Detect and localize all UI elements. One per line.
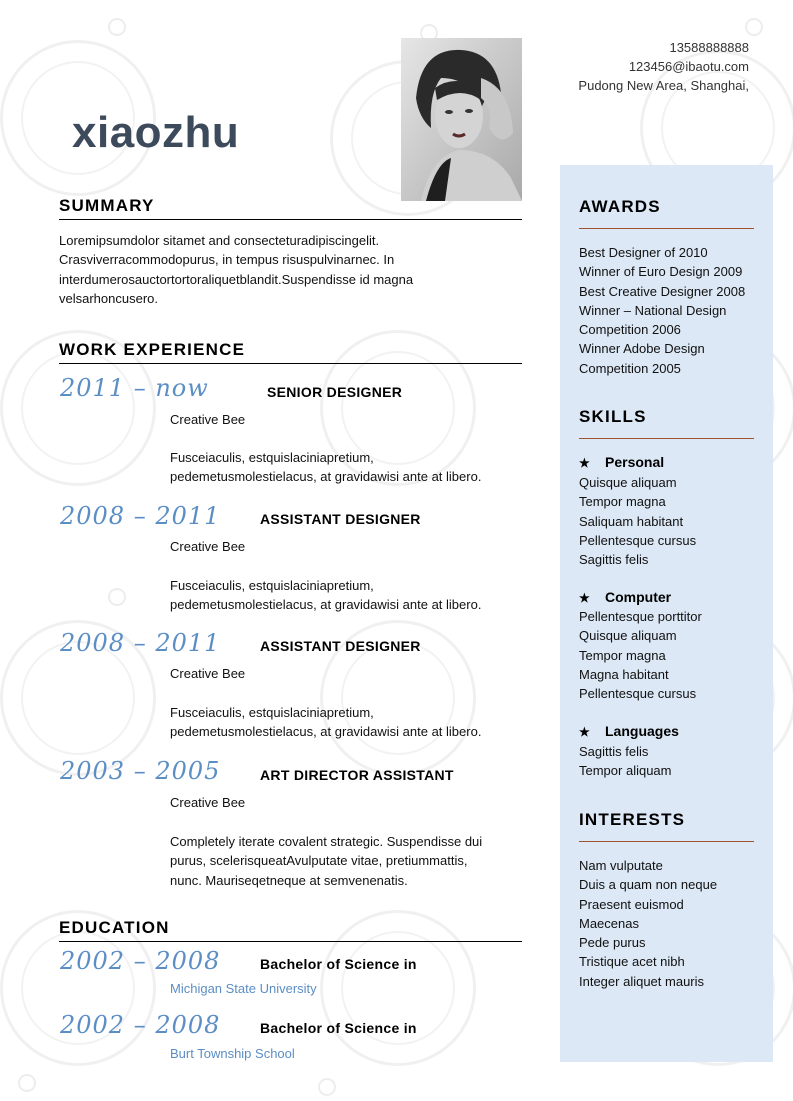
work-description — [170, 703, 481, 742]
summary-title: SUMMARY — [59, 196, 155, 215]
work-description — [170, 576, 481, 615]
watermark-dot — [108, 18, 126, 36]
work-company: Creative Bee — [170, 539, 246, 554]
award-item: Competition 2006 — [579, 322, 681, 338]
award-item: Competition 2005 — [579, 360, 681, 376]
education-degree: Bachelor of Science in — [260, 1020, 417, 1036]
description-line: pedemetusmolestielacus, at gravidawisi ante at libero. — [170, 597, 482, 613]
award-item: Best Designer of 2010 — [579, 245, 708, 260]
education-school: Burt Township School — [170, 1046, 295, 1061]
contact-phone: 13588888888 — [669, 40, 749, 55]
skill-item: Tempor magna — [579, 647, 666, 663]
watermark-dot — [108, 588, 126, 606]
watermark-seal — [320, 910, 476, 1066]
skill-item: Tempor magna — [579, 494, 666, 510]
star-icon: ★ — [579, 591, 590, 605]
star-icon: ★ — [579, 456, 590, 470]
interest-item: Maecenas — [579, 915, 639, 931]
skill-item: Pellentesque cursus — [579, 686, 697, 702]
skill-group-languages — [579, 723, 679, 739]
skill-group-label: Languages — [605, 723, 679, 739]
description-line: Completely iterate covalent strategic. Suspendisse dui — [170, 834, 483, 849]
education-years: 2002 – 2008 — [60, 1011, 221, 1039]
watermark-dot — [18, 1074, 36, 1092]
description-line: pedemetusmolestielacus, at gravidawisi ante at libero. — [170, 724, 482, 740]
interest-item: Duis a quam non neque — [579, 877, 718, 893]
summary-divider — [59, 219, 522, 220]
description-line: Fusceiaculis, estquislaciniapretium, — [170, 578, 374, 593]
skills-divider — [579, 438, 754, 439]
summary-line: Loremipsumdolor sitamet and consecteturadipiscingelit. — [59, 233, 380, 248]
awards-list — [579, 243, 745, 378]
education-school: Michigan State University — [170, 981, 317, 996]
language-skills-list — [579, 742, 672, 781]
work-description — [170, 832, 482, 890]
skill-item: Tempor aliquam — [579, 763, 672, 779]
work-role: ASSISTANT DESIGNER — [260, 511, 421, 527]
skill-item: Quisque aliquam — [579, 475, 677, 490]
work-role: ART DIRECTOR ASSISTANT — [260, 767, 454, 783]
work-years: 2008 – 2011 — [60, 502, 221, 530]
education-years: 2002 – 2008 — [60, 947, 221, 975]
awards-title: AWARDS — [579, 197, 661, 216]
interests-list — [579, 856, 717, 991]
education-degree: Bachelor of Science in — [260, 956, 417, 972]
skills-title: SKILLS — [579, 407, 647, 426]
summary-line: velsarhoncusero. — [59, 290, 158, 306]
work-years: 2008 – 2011 — [60, 629, 221, 657]
watermark-dot — [745, 18, 763, 36]
skill-item: Pellentesque cursus — [579, 532, 697, 548]
contact-email: 123456@ibaotu.com — [628, 59, 749, 74]
skill-group-label: Computer — [605, 589, 672, 605]
education-divider — [59, 941, 522, 942]
description-line: pedemetusmolestielacus, at gravidawisi ante at libero. — [170, 469, 482, 485]
skill-item: Quisque aliquam — [579, 628, 677, 644]
work-years: 2011 – now — [60, 374, 209, 402]
description-line: Fusceiaculis, estquislaciniapretium, — [170, 450, 374, 465]
skill-item: Magna habitant — [579, 666, 669, 682]
star-icon: ★ — [579, 725, 590, 739]
skill-group-label: Personal — [605, 454, 665, 470]
work-company: Creative Bee — [170, 412, 246, 427]
interests-divider — [579, 841, 754, 842]
work-description — [170, 448, 481, 487]
computer-skills-list — [579, 607, 702, 703]
interests-title: INTERESTS — [579, 810, 686, 829]
interest-item: Praesent euismod — [579, 896, 684, 912]
interest-item: Integer aliquet mauris — [579, 973, 705, 989]
work-role: SENIOR DESIGNER — [267, 384, 403, 400]
award-item: Winner – National Design — [579, 302, 727, 318]
interest-item: Tristique acet nibh — [579, 954, 685, 970]
education-title: EDUCATION — [59, 918, 170, 937]
profile-photo — [401, 38, 522, 201]
work-years: 2003 – 2005 — [60, 757, 221, 785]
contact-address: Pudong New Area, Shanghai, — [578, 78, 749, 93]
award-item: Winner of Euro Design 2009 — [579, 264, 743, 280]
summary-line: interdumerosauctortortoraliquetblandit.Suspendisse id magna — [59, 271, 414, 287]
candidate-name: xiaozhu — [72, 108, 240, 157]
summary-line: Crasviverracommodopurus, in tempus risuspulvinarnec. In — [59, 252, 395, 268]
work-divider — [59, 363, 522, 364]
awards-divider — [579, 228, 754, 229]
summary-text — [59, 231, 529, 308]
skill-item: Saliquam habitant — [579, 513, 684, 529]
description-line: nunc. Mauriseqetneque at semvenenatis. — [170, 872, 408, 888]
award-item: Best Creative Designer 2008 — [579, 283, 746, 299]
interest-item: Nam vulputate — [579, 858, 663, 873]
skill-item: Pellentesque porttitor — [579, 609, 702, 624]
skill-item: Sagittis felis — [579, 552, 649, 568]
skill-item: Sagittis felis — [579, 744, 649, 759]
skill-group-computer — [579, 589, 671, 605]
personal-skills-list — [579, 473, 696, 569]
description-line: Fusceiaculis, estquislaciniapretium, — [170, 705, 374, 720]
work-role: ASSISTANT DESIGNER — [260, 638, 421, 654]
work-company: Creative Bee — [170, 795, 246, 810]
interest-item: Pede purus — [579, 935, 646, 951]
skill-group-personal — [579, 454, 664, 470]
description-line: purus, scelerisqueatAvulputate vitae, pretiummattis, — [170, 853, 468, 869]
work-company: Creative Bee — [170, 666, 246, 681]
portrait-image — [401, 38, 522, 201]
watermark-dot — [318, 1078, 336, 1096]
work-experience-title: WORK EXPERIENCE — [59, 340, 246, 359]
award-item: Winner Adobe Design — [579, 341, 705, 357]
